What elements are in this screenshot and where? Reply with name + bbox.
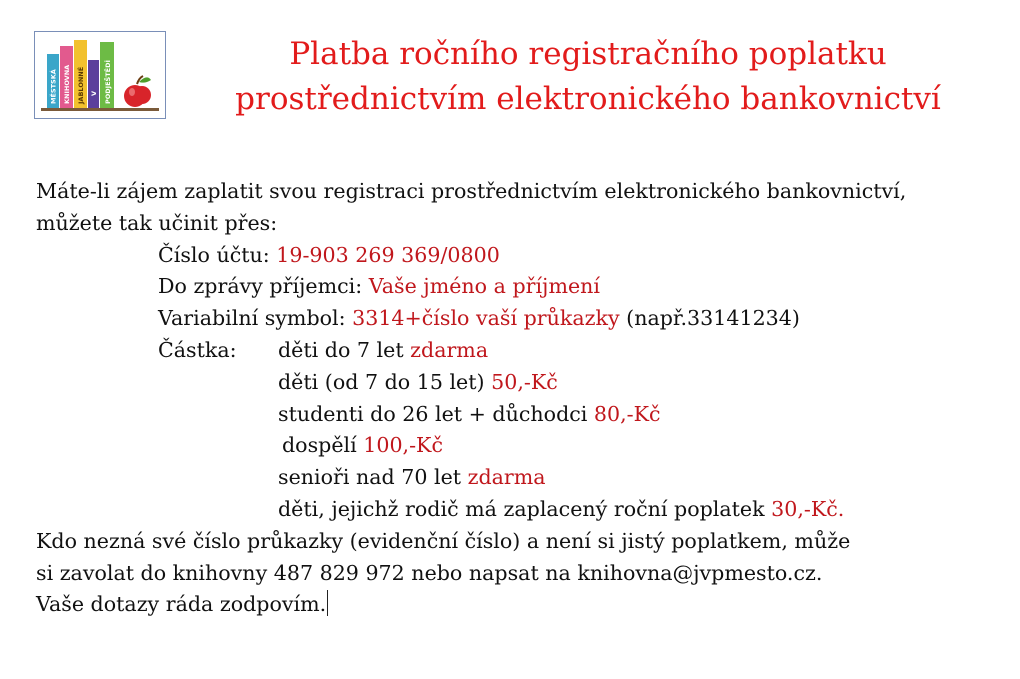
logo-book-1: MĚSTSKÁ: [49, 69, 58, 104]
amount-text: děti (od 7 do 15 let): [278, 369, 492, 394]
amount-text: dospělí: [282, 433, 364, 458]
page-title: [200, 32, 976, 122]
library-logo: [34, 31, 166, 119]
footer-line-1: Kdo nezná své číslo průkazky (evidenční číslo) a není si jistý poplatkem, může: [36, 528, 851, 553]
message-value: Vaše jméno a příjmení: [368, 274, 601, 299]
account-value: 19-903 269 369/0800: [276, 242, 500, 267]
footer-line-2: si zavolat do knihovny 487 829 972 nebo napsat na knihovna@jvpmesto.cz.: [36, 560, 823, 585]
amount-text: děti do 7 let: [278, 337, 411, 362]
amount-price: zdarma: [467, 465, 546, 490]
amount-text: senioři nad 70 let: [278, 465, 468, 490]
logo-book-5: PODJEŠTĚDÍ: [104, 60, 112, 104]
amount-row-2: [36, 399, 1006, 431]
amount-price: zdarma: [410, 337, 489, 362]
amount-price: 100,-Kč: [363, 433, 443, 458]
text-cursor: [327, 590, 328, 616]
amount-price: 50,-Kč: [491, 369, 558, 394]
books-apple-icon: [35, 32, 165, 118]
intro-line-1: Máte-li zájem zaplatit svou registraci prostřednictvím elektronického bankovnictví,: [36, 179, 907, 203]
title-line-1: Platba ročního registračního poplatku: [289, 36, 887, 72]
amount-row-1: [36, 367, 1006, 399]
amount-row-3: [36, 430, 1006, 462]
variable-symbol-label: Variabilní symbol:: [158, 306, 353, 331]
message-label: Do zprávy příjemci:: [158, 274, 369, 299]
logo-book-2: KNIHOVNA: [63, 64, 71, 104]
title-line-2: prostřednictvím elektronického bankovnictví: [235, 81, 941, 117]
amount-price: 30,-Kč.: [771, 496, 845, 521]
footer-line-3: [36, 589, 1006, 621]
amount-price: 80,-Kč: [593, 401, 661, 426]
intro-line-2: můžete tak učinit přes:: [36, 210, 278, 235]
amount-row-5: [36, 494, 1006, 526]
amount-text: děti, jejichž rodič má zaplacený roční poplatek: [278, 496, 772, 521]
account-line: [36, 240, 1006, 272]
variable-symbol-note: (např.33141234): [619, 306, 800, 331]
footer-line-3-text: Vaše dotazy ráda zodpovím.: [36, 592, 327, 617]
account-label: Číslo účtu:: [158, 242, 277, 267]
variable-symbol-line: [36, 303, 1006, 335]
amount-text: studenti do 26 let + důchodci: [278, 401, 594, 426]
variable-symbol-value: 3314+číslo vaší průkazky: [352, 306, 620, 331]
amount-row-0: [36, 335, 1006, 367]
logo-book-4: V: [90, 90, 98, 96]
document-body[interactable]: [36, 176, 1006, 621]
amount-label: Částka:: [158, 337, 237, 362]
amount-row-4: [36, 462, 1006, 494]
logo-book-3: JABLONNÉ: [77, 66, 85, 104]
message-line: [36, 271, 1006, 303]
